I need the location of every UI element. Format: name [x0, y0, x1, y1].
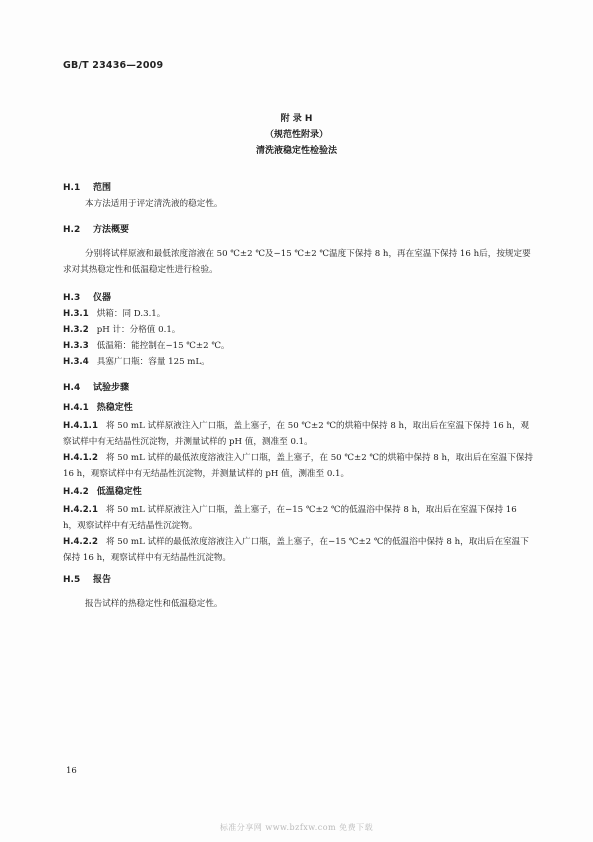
appendix-type: （规范性附录） [264, 130, 328, 140]
item-number: H.3.4 [63, 357, 89, 367]
subsection-number: H.4.2 [63, 487, 89, 497]
section-title: 试验步骤 [93, 383, 130, 393]
section-heading-h2 [63, 222, 129, 235]
section-number: H.3 [63, 293, 81, 303]
item-number: H.4.2.2 [63, 537, 98, 547]
section-heading-h4 [63, 380, 129, 393]
item-number: H.4.1.2 [63, 453, 98, 463]
section-title: 范围 [93, 183, 112, 193]
appendix-title: 清洗液稳定性检验法 [255, 146, 337, 156]
page-number: 16 [66, 766, 77, 776]
subsection-heading [63, 484, 533, 500]
item-text: 具塞广口瓶：容量 125 mL。 [96, 357, 210, 367]
section-number: H.5 [63, 575, 81, 585]
list-item [63, 354, 533, 370]
item-text: 将 50 mL 试样的最低浓度溶液注入广口瓶，盖上塞子，在 50 ℃±2 ℃的烘箱中保持 8 h，取出后在室温下保持 16 h，观察试样中有无结晶性沉淀物，并测量试样的 pH 值，测准至 0.1。 [63, 453, 533, 479]
item-text: 烘箱：同 D.3.1。 [96, 309, 166, 319]
subsection-heading [63, 400, 533, 416]
subsection-title: 低温稳定性 [96, 487, 142, 497]
section-title: 方法概要 [93, 225, 130, 235]
item-number: H.3.1 [63, 309, 89, 319]
section-heading-h1 [63, 180, 111, 193]
appendix-label: 附 录 H [280, 114, 313, 124]
subsection-number: H.4.1 [63, 403, 89, 413]
item-number: H.3.2 [63, 325, 89, 335]
section-title: 报告 [93, 575, 112, 585]
section-number: H.1 [63, 183, 81, 193]
subsection-title: 热稳定性 [96, 403, 133, 413]
item-number: H.3.3 [63, 341, 89, 351]
list-item [63, 534, 533, 566]
section-paragraph: 分别将试样原液和最低浓度溶液在 50 ℃±2 ℃及−15 ℃±2 ℃温度下保持 8 h，再在室温下保持 16 h后，按规定要求对其热稳定性和低温稳定性进行检验。 [63, 249, 531, 275]
list-item [63, 450, 533, 482]
standard-number: GB/T 23436—2009 [63, 60, 164, 71]
list-item [63, 418, 533, 450]
item-text: 将 50 mL 试样的最低浓度溶液注入广口瓶，盖上塞子，在−15 ℃±2 ℃的低温浴中保持 8 h，取出后在室温下保持 16 h，观察试样中有无结晶性沉淀物。 [63, 537, 529, 563]
list-item [63, 502, 533, 534]
section-heading-h3 [63, 290, 111, 303]
section-paragraph: 本方法适用于评定清洗液的稳定性。 [85, 199, 223, 209]
item-text: 将 50 mL 试样原液注入广口瓶，盖上塞子，在−15 ℃±2 ℃的低温浴中保持 8 h，取出后在室温下保持 16 h，观察试样中有无结晶性沉淀物。 [63, 505, 517, 531]
item-text: 将 50 mL 试样原液注入广口瓶，盖上塞子，在 50 ℃±2 ℃的烘箱中保持 8 h，取出后在室温下保持 16 h，观察试样中有无结晶性沉淀物，并测量试样的 pH 值，测准至 0.1。 [63, 421, 530, 447]
list-item [63, 338, 533, 354]
section-heading-h5 [63, 572, 111, 585]
section-paragraph: 报告试样的热稳定性和低温稳定性。 [85, 599, 223, 609]
section-number: H.4 [63, 383, 81, 393]
list-item [63, 306, 533, 322]
item-number: H.4.2.1 [63, 505, 98, 515]
list-item [63, 322, 533, 338]
item-number: H.4.1.1 [63, 421, 98, 431]
item-text: 低温箱：能控制在−15 ℃±2 ℃。 [96, 341, 230, 351]
watermark: 标准分享网 www.bzfxw.com 免费下载 [219, 823, 374, 832]
section-title: 仪器 [93, 293, 112, 303]
item-text: pH 计：分格值 0.1。 [96, 325, 181, 335]
section-number: H.2 [63, 225, 81, 235]
